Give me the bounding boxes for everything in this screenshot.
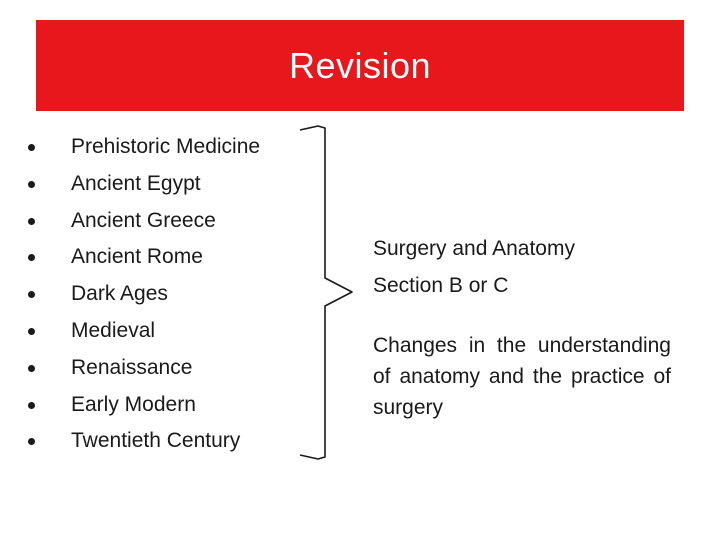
section-heading-line-1: Surgery and Anatomy xyxy=(373,237,575,260)
list-item-label: Ancient Greece xyxy=(71,208,216,232)
section-heading-line-2: Section B or C xyxy=(373,274,509,297)
section-description: Changes in the understanding of anatomy and the practice of surgery xyxy=(373,334,671,419)
list-item-label: Early Modern xyxy=(71,392,196,416)
list-item-label: Renaissance xyxy=(71,355,193,379)
list-item-label: Prehistoric Medicine xyxy=(71,135,261,158)
list-item-label: Twentieth Century xyxy=(71,429,241,453)
slide-title: Revision xyxy=(288,44,432,86)
list-item-label: Medieval xyxy=(71,318,156,342)
section-heading xyxy=(373,230,671,304)
list-item-label: Dark Ages xyxy=(71,282,168,306)
list-item-label: Ancient Rome xyxy=(71,245,203,269)
list-item-label: Ancient Egypt xyxy=(71,171,201,195)
